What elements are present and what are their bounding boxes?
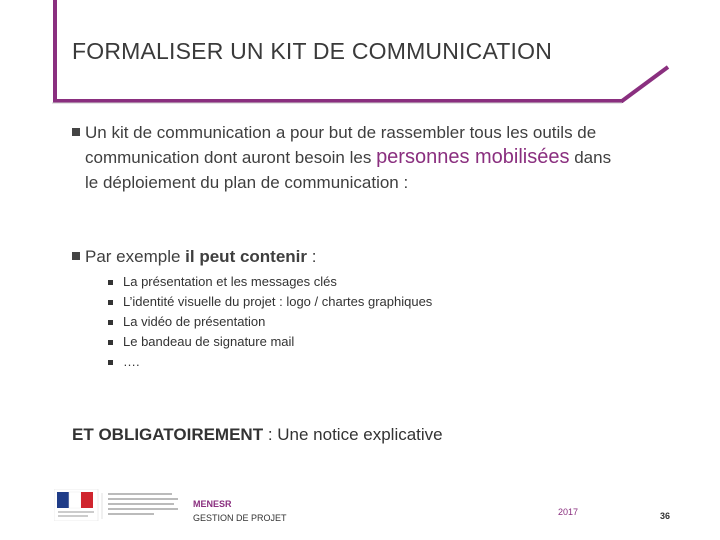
slide-title: FORMALISER UN KIT DE COMMUNICATION <box>72 38 553 64</box>
footer-year: 2017 <box>558 507 579 517</box>
bullet-kit-purpose: Un kit de communication a pour but de rassembler tous les outils de communication dont auront besoin les personnes mobilisées dans le déploiement du plan de communication : <box>72 120 672 195</box>
bullet-square-icon <box>108 300 113 305</box>
bullet-square-icon <box>72 128 80 136</box>
bullet-square-icon <box>108 360 113 365</box>
emphasis-text: personnes mobilisées <box>376 146 570 168</box>
footer-organization: MENESR <box>193 499 232 509</box>
bullet-square-icon <box>108 280 113 285</box>
bullet-square-icon <box>72 252 80 260</box>
obligation-note: ET OBLIGATOIREMENT : Une notice explicative <box>72 425 443 444</box>
list-item: La vidéo de présentation <box>108 312 432 332</box>
bullet-square-icon <box>108 320 113 325</box>
ministry-logo <box>54 489 182 521</box>
footer-subtitle: GESTION DE PROJET <box>193 513 287 523</box>
bullet-square-icon <box>108 340 113 345</box>
list-item: …. <box>108 352 432 372</box>
kit-contents-list <box>108 272 432 372</box>
list-item: La présentation et les messages clés <box>108 272 432 292</box>
list-item: L’identité visuelle du projet : logo / chartes graphiques <box>108 292 432 312</box>
page-number: 36 <box>660 511 671 521</box>
bullet-example: Par exemple il peut contenir : <box>72 244 316 269</box>
list-item: Le bandeau de signature mail <box>108 332 432 352</box>
